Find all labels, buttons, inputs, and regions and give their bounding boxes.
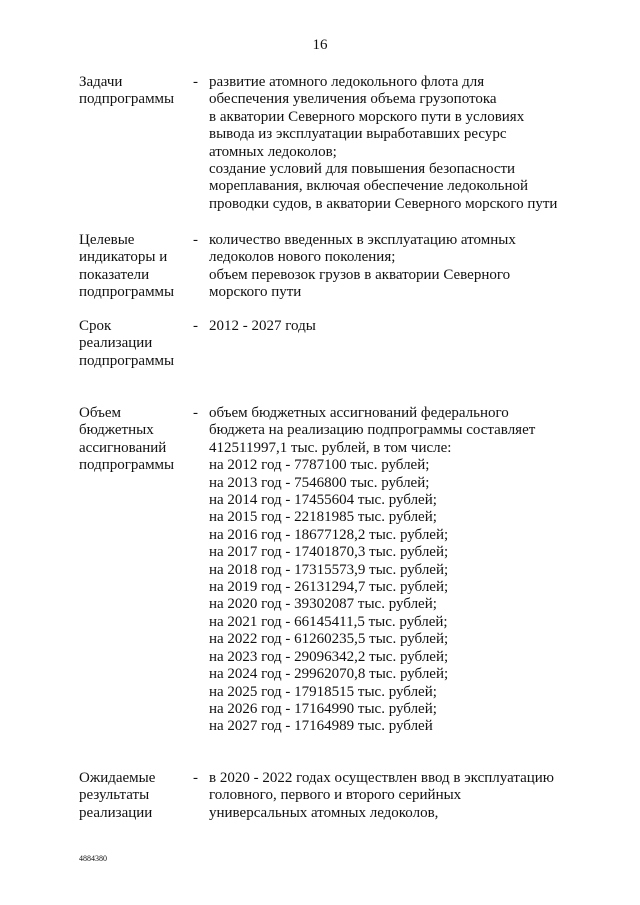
- content-line: на 2018 год - 17315573,9 тыс. рублей;: [209, 561, 449, 578]
- label-line: подпрограммы: [79, 284, 175, 301]
- label-line: Ожидаемые: [79, 770, 156, 786]
- content-line: на 2013 год - 7546800 тыс. рублей;: [209, 474, 430, 491]
- content-line: на 2021 год - 66145411,5 тыс. рублей;: [209, 613, 448, 630]
- label-line: бюджетных: [79, 422, 154, 439]
- content-line: объем перевозок грузов в акватории Северного: [209, 266, 511, 283]
- content-line: создание условий для повышения безопасности: [209, 161, 516, 178]
- content-line: в 2020 - 2022 годах осуществлен ввод в эксплуатацию: [209, 770, 554, 786]
- content-line: на 2020 год - 39302087 тыс. рублей;: [209, 596, 437, 613]
- content-line: атомных ледоколов;: [209, 143, 337, 160]
- label-line: подпрограммы: [79, 91, 175, 108]
- label-line: индикаторы и: [79, 249, 168, 266]
- section-content: [209, 74, 609, 213]
- content-line: универсальных атомных ледоколов,: [209, 804, 439, 821]
- label-line: подпрограммы: [79, 457, 175, 474]
- content-line: морского пути: [209, 284, 302, 301]
- section-content: [209, 770, 609, 822]
- label-line: результаты: [79, 787, 150, 804]
- content-line: обеспечения увеличения объема грузопотока: [209, 91, 497, 108]
- content-line: на 2026 год - 17164990 тыс. рублей;: [209, 700, 437, 717]
- content-line: головного, первого и второго серийных: [209, 787, 462, 804]
- content-line: мореплавания, включая обеспечение ледокольной: [209, 178, 529, 195]
- content-line: на 2023 год - 29096342,2 тыс. рублей;: [209, 648, 449, 665]
- content-line: на 2015 год - 22181985 тыс. рублей;: [209, 509, 437, 526]
- content-line: вывода из эксплуатации выработавших ресурс: [209, 126, 507, 143]
- content-line: на 2019 год - 26131294,7 тыс. рублей;: [209, 579, 449, 596]
- section-dash: -: [193, 232, 198, 248]
- section-label: [79, 74, 189, 109]
- content-line: на 2014 год - 17455604 тыс. рублей;: [209, 492, 437, 509]
- section-content: [209, 405, 609, 736]
- content-line: на 2012 год - 7787100 тыс. рублей;: [209, 457, 430, 474]
- content-line: 412511997,1 тыс. рублей, в том числе:: [209, 439, 452, 456]
- section-dash: -: [193, 405, 198, 421]
- section-dash: -: [193, 318, 198, 334]
- content-line: проводки судов, в акватории Северного морского пути: [209, 195, 558, 212]
- section-label: [79, 232, 189, 302]
- section-content: [209, 318, 609, 335]
- content-line: на 2017 год - 17401870,3 тыс. рублей;: [209, 544, 449, 561]
- content-line: на 2024 год - 29962070,8 тыс. рублей;: [209, 666, 449, 683]
- content-line: в акватории Северного морского пути в условиях: [209, 108, 525, 125]
- section-label: [79, 770, 189, 822]
- section-label: [79, 405, 189, 475]
- document-id: 4884380: [79, 854, 107, 863]
- label-line: реализации: [79, 335, 153, 352]
- label-line: ассигнований: [79, 439, 167, 456]
- content-line: количество введенных в эксплуатацию атомных: [209, 232, 516, 248]
- content-line: на 2027 год - 17164989 тыс. рублей: [209, 718, 433, 735]
- section-dash: -: [193, 770, 198, 786]
- content-line: 2012 - 2027 годы: [209, 318, 316, 334]
- content-line: ледоколов нового поколения;: [209, 249, 396, 266]
- page-number: 16: [312, 37, 328, 53]
- content-line: развитие атомного ледокольного флота для: [209, 74, 485, 90]
- label-line: Задачи: [79, 74, 123, 90]
- label-line: Целевые: [79, 232, 135, 248]
- content-line: на 2016 год - 18677128,2 тыс. рублей;: [209, 526, 449, 543]
- label-line: реализации: [79, 804, 153, 821]
- label-line: подпрограммы: [79, 352, 175, 369]
- section-label: [79, 318, 189, 370]
- content-line: на 2022 год - 61260235,5 тыс. рублей;: [209, 631, 449, 648]
- content-line: объем бюджетных ассигнований федерального: [209, 405, 509, 421]
- section-dash: -: [193, 74, 198, 90]
- section-content: [209, 232, 609, 302]
- label-line: Срок: [79, 318, 112, 334]
- content-line: бюджета на реализацию подпрограммы составляет: [209, 422, 536, 439]
- content-line: на 2025 год - 17918515 тыс. рублей;: [209, 683, 437, 700]
- label-line: показатели: [79, 266, 150, 283]
- label-line: Объем: [79, 405, 121, 421]
